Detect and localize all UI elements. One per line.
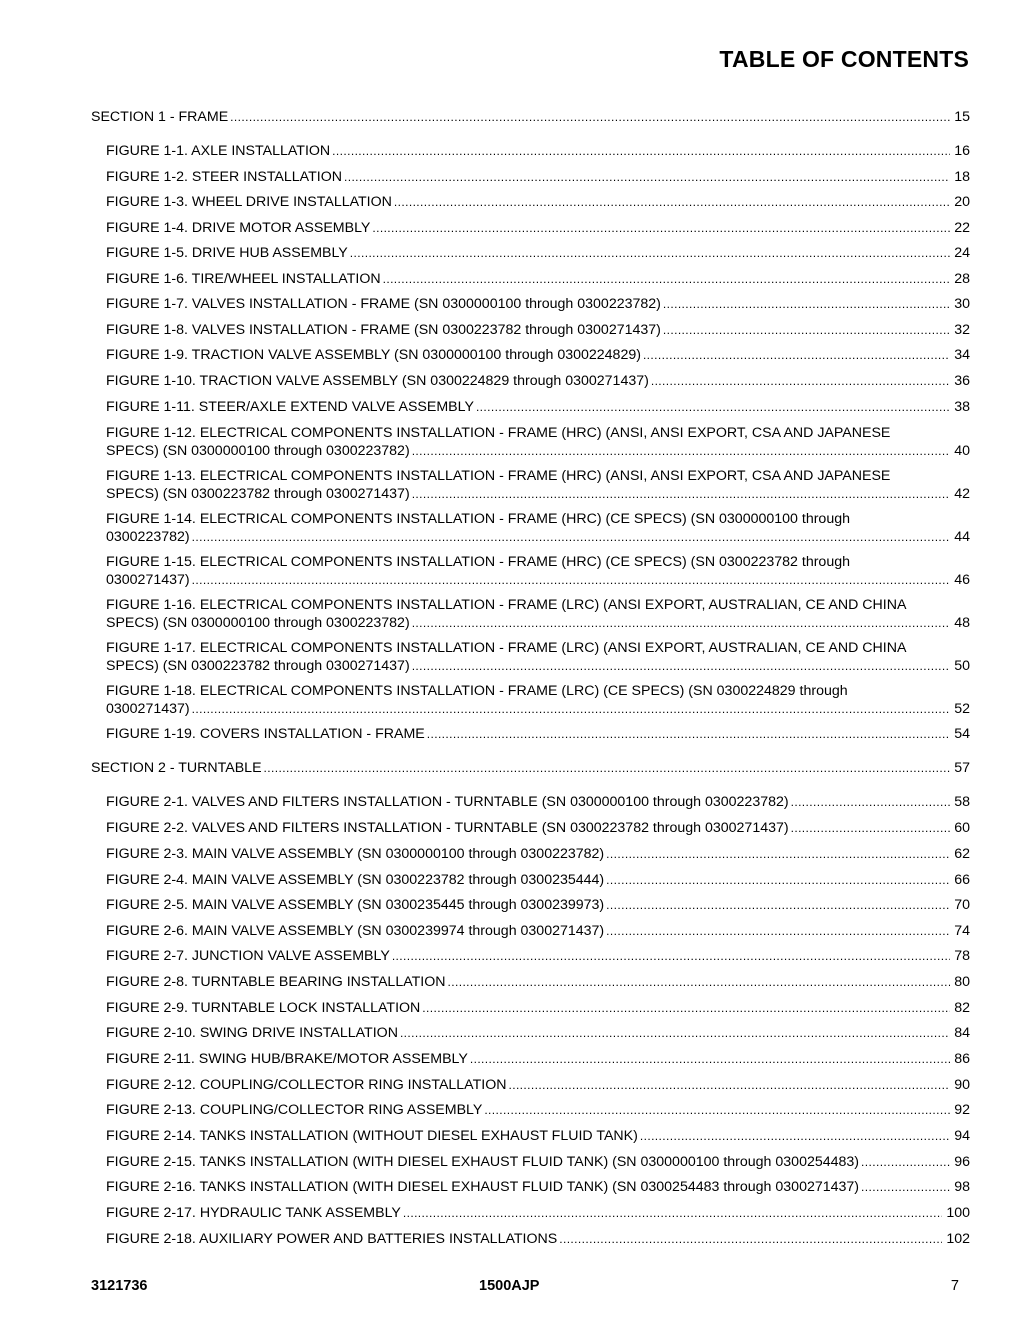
dot-leader <box>392 948 950 966</box>
dot-leader <box>643 347 950 365</box>
toc-entry[interactable] <box>106 220 970 238</box>
dot-leader <box>791 820 951 838</box>
toc-entry[interactable] <box>106 322 970 340</box>
toc-page-number: 100 <box>946 1205 970 1221</box>
toc-entry[interactable] <box>106 974 970 992</box>
dot-leader <box>412 443 951 461</box>
toc-entry-title: FIGURE 2-8. TURNTABLE BEARING INSTALLATION <box>106 974 446 990</box>
dot-leader <box>640 1128 950 1146</box>
toc-entry-title: FIGURE 1-10. TRACTION VALVE ASSEMBLY (SN 0300224829 through 0300271437) <box>106 373 649 389</box>
dot-leader <box>400 1025 950 1043</box>
toc-entry-title: FIGURE 2-18. AUXILIARY POWER AND BATTERIES INSTALLATIONS <box>106 1230 558 1247</box>
toc-page-number: 90 <box>954 1076 970 1093</box>
toc-entry[interactable] <box>106 820 970 838</box>
dot-leader <box>606 923 950 941</box>
toc-entry-title: FIGURE 1-4. DRIVE MOTOR ASSEMBLY <box>106 219 371 236</box>
toc-page-number: 94 <box>954 1128 970 1144</box>
toc-entry-title: FIGURE 2-13. COUPLING/COLLECTOR RING ASSEMBLY <box>106 1102 483 1118</box>
dot-leader <box>372 220 950 238</box>
toc-entry-title: FIGURE 1-14. ELECTRICAL COMPONENTS INSTALLATION - FRAME (HRC) (CE SPECS) (SN 0300000100 through <box>106 511 850 527</box>
dot-leader <box>427 726 950 744</box>
toc-entry[interactable] <box>106 726 970 744</box>
dot-leader <box>403 1205 942 1223</box>
toc-entry[interactable] <box>106 683 970 718</box>
toc-entry[interactable] <box>106 1179 970 1197</box>
toc-entry[interactable] <box>106 425 970 460</box>
toc-entry[interactable] <box>106 1025 970 1043</box>
toc-entry[interactable] <box>106 1000 970 1018</box>
toc-page-number: 82 <box>954 999 970 1016</box>
toc-entry[interactable] <box>106 296 970 314</box>
toc-entry-title-cont: 0300223782) <box>106 528 190 545</box>
toc-entry-title: FIGURE 1-18. ELECTRICAL COMPONENTS INSTALLATION - FRAME (LRC) (CE SPECS) (SN 0300224829 through <box>106 683 848 699</box>
toc-entry-title-cont: 0300271437) <box>106 700 190 717</box>
toc-entry-title-cont: SPECS) (SN 0300223782 through 0300271437) <box>106 657 410 674</box>
dot-leader <box>264 760 951 778</box>
dot-leader <box>412 658 951 676</box>
toc-entry-title: FIGURE 2-2. VALVES AND FILTERS INSTALLATION - TURNTABLE (SN 0300223782 through 0300271437) <box>106 820 789 836</box>
toc-section-2[interactable] <box>91 760 970 778</box>
dot-leader <box>606 897 950 915</box>
toc-entry-title-cont: SPECS) (SN 0300223782 through 0300271437) <box>106 485 410 502</box>
toc-page-number: 78 <box>954 948 970 964</box>
toc-page-number: 102 <box>946 1230 970 1247</box>
toc-page-number: 24 <box>954 245 970 261</box>
toc-entry-title: FIGURE 1-8. VALVES INSTALLATION - FRAME (SN 0300223782 through 0300271437) <box>106 321 661 338</box>
toc-entry-title-cont: SPECS) (SN 0300000100 through 0300223782) <box>106 614 410 631</box>
toc-entry-title: FIGURE 1-7. VALVES INSTALLATION - FRAME (SN 0300000100 through 0300223782) <box>106 296 661 312</box>
toc-section-title: SECTION 2 - TURNTABLE <box>91 760 262 776</box>
toc-page-number: 18 <box>954 168 970 185</box>
dot-leader <box>559 1231 942 1249</box>
toc-page-number: 42 <box>954 485 970 502</box>
toc-page-number: 46 <box>954 571 970 588</box>
toc-entry-title: FIGURE 1-15. ELECTRICAL COMPONENTS INSTALLATION - FRAME (HRC) (CE SPECS) (SN 0300223782 through <box>106 554 850 570</box>
toc-entry[interactable] <box>106 1231 970 1249</box>
dot-leader <box>791 794 951 812</box>
toc-entry-title: FIGURE 2-14. TANKS INSTALLATION (WITHOUT DIESEL EXHAUST FLUID TANK) <box>106 1128 638 1144</box>
dot-leader <box>394 194 950 212</box>
dot-leader <box>508 1077 950 1095</box>
toc-entry-title: FIGURE 1-5. DRIVE HUB ASSEMBLY <box>106 245 348 261</box>
toc-page-number: 15 <box>954 109 970 125</box>
dot-leader <box>192 529 951 547</box>
dot-leader <box>861 1179 950 1197</box>
toc-page-number: 80 <box>954 974 970 990</box>
toc-page-number: 28 <box>954 270 970 287</box>
footer-page-number: 7 <box>950 1278 959 1294</box>
toc-page-number: 44 <box>954 528 970 545</box>
dot-leader <box>350 245 950 263</box>
dot-leader <box>412 615 951 633</box>
toc-entry[interactable] <box>106 1077 970 1095</box>
toc-page-number: 62 <box>954 846 970 862</box>
dot-leader <box>192 701 951 719</box>
toc-page-number: 50 <box>954 657 970 674</box>
toc-page-number: 22 <box>954 219 970 236</box>
toc-entry-title: FIGURE 1-9. TRACTION VALVE ASSEMBLY (SN 0300000100 through 0300224829) <box>106 347 641 363</box>
toc-page-number: 84 <box>954 1025 970 1041</box>
dot-leader <box>332 143 950 161</box>
dot-leader <box>663 296 950 314</box>
toc-page-number: 92 <box>954 1102 970 1118</box>
toc-entry-title: FIGURE 2-4. MAIN VALVE ASSEMBLY (SN 0300223782 through 0300235444) <box>106 871 605 888</box>
toc-entry-title: FIGURE 2-10. SWING DRIVE INSTALLATION <box>106 1025 398 1041</box>
toc-page-number: 16 <box>954 143 970 159</box>
dot-leader <box>448 974 951 992</box>
toc-entry-title: FIGURE 2-1. VALVES AND FILTERS INSTALLATION - TURNTABLE (SN 0300000100 through 0300223782) <box>106 794 789 810</box>
toc-section-title: SECTION 1 - FRAME <box>91 109 229 125</box>
dot-leader <box>861 1154 950 1172</box>
toc-entry-title: FIGURE 2-12. COUPLING/COLLECTOR RING INSTALLATION <box>106 1076 507 1093</box>
toc-entry-title: FIGURE 1-1. AXLE INSTALLATION <box>106 143 331 159</box>
page-title: TABLE OF CONTENTS <box>719 46 969 72</box>
toc-entry[interactable] <box>106 554 970 589</box>
toc-entry[interactable] <box>106 640 970 675</box>
toc-entry[interactable] <box>106 794 970 812</box>
toc-entry[interactable] <box>106 872 970 890</box>
toc-page-number: 70 <box>954 897 970 913</box>
footer-doc-number: 3121736 <box>91 1278 148 1294</box>
dot-leader <box>476 399 950 417</box>
toc-entry-title: FIGURE 1-19. COVERS INSTALLATION - FRAME <box>106 726 425 742</box>
dot-leader <box>230 109 950 127</box>
toc-entry[interactable] <box>106 245 970 263</box>
dot-leader <box>192 572 951 590</box>
toc-entry[interactable] <box>106 923 970 941</box>
dot-leader <box>663 322 950 340</box>
toc-page-number: 58 <box>954 794 970 810</box>
dot-leader <box>383 271 951 289</box>
dot-leader <box>470 1051 950 1069</box>
toc-entry-title: FIGURE 2-16. TANKS INSTALLATION (WITH DIESEL EXHAUST FLUID TANK) (SN 0300254483 through 0300271437) <box>106 1179 860 1195</box>
toc-page-number: 54 <box>954 726 970 742</box>
dot-leader <box>412 486 951 504</box>
toc-page-number: 57 <box>954 760 970 776</box>
toc-entry-title: FIGURE 2-15. TANKS INSTALLATION (WITH DIESEL EXHAUST FLUID TANK) (SN 0300000100 through 0300254483) <box>106 1153 860 1170</box>
toc-page-number: 74 <box>954 922 970 939</box>
toc-entry[interactable] <box>106 143 970 161</box>
toc-entry-title-cont: 0300271437) <box>106 571 190 588</box>
toc-entry-title: FIGURE 2-11. SWING HUB/BRAKE/MOTOR ASSEMBLY <box>106 1051 468 1067</box>
toc-entry-title: FIGURE 1-11. STEER/AXLE EXTEND VALVE ASSEMBLY <box>106 399 474 415</box>
toc-page-number: 36 <box>954 373 970 389</box>
toc-entry-title: FIGURE 2-7. JUNCTION VALVE ASSEMBLY <box>106 948 390 964</box>
dot-leader <box>606 846 950 864</box>
toc-entry-title: FIGURE 2-6. MAIN VALVE ASSEMBLY (SN 0300239974 through 0300271437) <box>106 922 605 939</box>
toc-page-number: 40 <box>954 442 970 459</box>
toc-entry-title: FIGURE 1-2. STEER INSTALLATION <box>106 168 342 185</box>
toc-page-number: 66 <box>954 871 970 888</box>
toc-entry-title: FIGURE 1-3. WHEEL DRIVE INSTALLATION <box>106 194 392 210</box>
toc-entry-title: FIGURE 2-5. MAIN VALVE ASSEMBLY (SN 0300235445 through 0300239973) <box>106 897 605 913</box>
toc-entry[interactable] <box>106 897 970 915</box>
toc-entry[interactable] <box>106 1102 970 1120</box>
toc-entry-title: FIGURE 1-12. ELECTRICAL COMPONENTS INSTALLATION - FRAME (HRC) (ANSI, ANSI EXPORT, CSA AND JAPANESE <box>106 425 891 441</box>
toc-entry-title: FIGURE 2-3. MAIN VALVE ASSEMBLY (SN 0300000100 through 0300223782) <box>106 846 605 862</box>
toc-page-number: 20 <box>954 194 970 210</box>
toc-section-1[interactable] <box>91 109 970 127</box>
toc-entry-title: FIGURE 1-17. ELECTRICAL COMPONENTS INSTALLATION - FRAME (LRC) (ANSI EXPORT, AUSTRALIAN, CE AND CHINA <box>106 640 907 656</box>
toc-entry[interactable] <box>106 1205 970 1223</box>
toc-entry[interactable] <box>106 1051 970 1069</box>
dot-leader <box>651 373 950 391</box>
toc-entry[interactable] <box>106 948 970 966</box>
toc-entry[interactable] <box>106 271 970 289</box>
toc-entry[interactable] <box>106 1154 970 1172</box>
toc-page-number: 86 <box>954 1051 970 1067</box>
toc-page-number: 96 <box>954 1153 970 1170</box>
toc-entry[interactable] <box>106 399 970 417</box>
toc-entry[interactable] <box>106 373 970 391</box>
toc-page-number: 48 <box>954 614 970 631</box>
toc-entry-title: FIGURE 1-16. ELECTRICAL COMPONENTS INSTALLATION - FRAME (LRC) (ANSI EXPORT, AUSTRALIAN, CE AND CHINA <box>106 597 907 613</box>
toc-page-number: 98 <box>954 1179 970 1195</box>
toc-page-number: 60 <box>954 820 970 836</box>
toc-entry[interactable] <box>106 846 970 864</box>
toc-entry[interactable] <box>106 194 970 212</box>
toc-entry-title: FIGURE 2-9. TURNTABLE LOCK INSTALLATION <box>106 999 421 1016</box>
footer-model: 1500AJP <box>479 1278 540 1294</box>
dot-leader <box>484 1102 950 1120</box>
toc-entry[interactable] <box>106 1128 970 1146</box>
toc-page-number: 52 <box>954 700 970 717</box>
toc-page-number: 30 <box>954 296 970 312</box>
dot-leader <box>606 872 950 890</box>
toc-page-number: 34 <box>954 347 970 363</box>
toc-page-number: 38 <box>954 399 970 415</box>
toc-entry-title-cont: SPECS) (SN 0300000100 through 0300223782) <box>106 442 410 459</box>
toc-entry[interactable] <box>106 597 970 632</box>
toc-entry[interactable] <box>106 169 970 187</box>
toc-entry-title: FIGURE 2-17. HYDRAULIC TANK ASSEMBLY <box>106 1205 401 1221</box>
toc-entry[interactable] <box>106 347 970 365</box>
toc-entry-title: FIGURE 1-13. ELECTRICAL COMPONENTS INSTALLATION - FRAME (HRC) (ANSI, ANSI EXPORT, CSA AND JAPANESE <box>106 468 891 484</box>
toc-entry-title: FIGURE 1-6. TIRE/WHEEL INSTALLATION <box>106 270 381 287</box>
dot-leader <box>344 169 950 187</box>
toc-entry[interactable] <box>106 468 970 503</box>
toc-entry[interactable] <box>106 511 970 546</box>
dot-leader <box>422 1000 950 1018</box>
toc-page-number: 32 <box>954 321 970 338</box>
